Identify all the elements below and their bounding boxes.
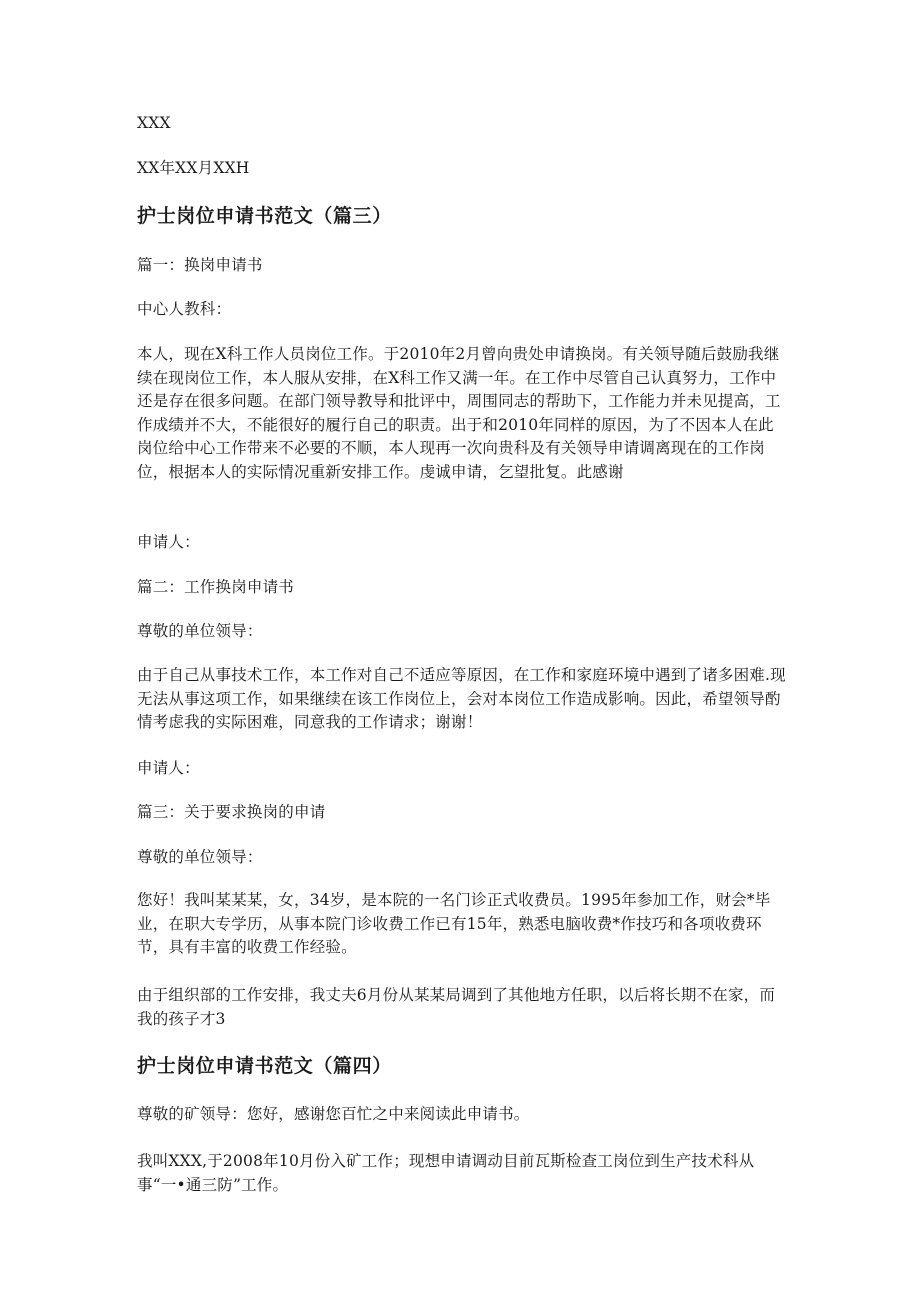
part2-heading: 篇二：工作换岗申请书 bbox=[137, 578, 295, 596]
part2-applicant: 申请人： bbox=[137, 759, 200, 777]
part1-body: 本人，现在X科工作人员岗位工作。于2010年2月曾向贵处申请换岗。有关领导随后鼓励我继续在现岗位工作，本人服从安排，在X科工作又满一年。在工作中尽管自己认真努力，工作中还是存在很多问题。在部门领导教导和批评中，周围同志的帮助下，工作能力并未见提高，工作成绩并不大，不能很好的履行自己的职责。出于和2010年同样的原因，为了不因本人在此岗位给中心工作带来不必要的不顺，本人现再一次向贵科及有关领导申请调离现在的工作岗位，根据本人的实际情况重新安排工作。虔诚申请，乞望批复。此感谢 bbox=[137, 345, 781, 481]
part1-applicant: 申请人： bbox=[137, 533, 200, 551]
part4-salutation: 尊敬的矿领导：您好，感谢您百忙之中来阅读此申请书。 bbox=[137, 1105, 530, 1123]
section3-title: 护士岗位申请书范文（篇三） bbox=[137, 205, 392, 227]
part2-salutation: 尊敬的单位领导： bbox=[137, 622, 263, 640]
part1-salutation: 中心人教科： bbox=[137, 300, 232, 318]
section4-title: 护士岗位申请书范文（篇四） bbox=[137, 1055, 392, 1077]
part2-body: 由于自己从事技术工作，本工作对自己不适应等原因，在工作和家庭环境中遇到了诸多困难.现无法从事这项工作，如果继续在该工作岗位上，会对本岗位工作造成影响。因此，希望领导酌情考虑我的实际困难，同意我的工作请求；谢谢！ bbox=[137, 666, 786, 731]
part3-body2: 由于组织部的工作安排，我丈夫6月份从某某局调到了其他地方任职，以后将长期不在家，而我的孩子才3 bbox=[137, 986, 776, 1028]
signature-date: XX年XX月XXH bbox=[137, 159, 250, 177]
part3-salutation: 尊敬的单位领导： bbox=[137, 848, 263, 866]
part1-heading: 篇一：换岗申请书 bbox=[137, 256, 263, 274]
signature-name: XXX bbox=[137, 114, 171, 132]
part3-body1: 您好！我叫某某某，女，34岁，是本院的一名门诊正式收费员。1995年参加工作，财会*毕业，在职大专学历，从事本院门诊收费工作已有15年，熟悉电脑收费*作技巧和各项收费环节，具有丰富的收费工作经验。 bbox=[137, 891, 771, 956]
part3-heading: 篇三：关于要求换岗的申请 bbox=[137, 803, 326, 821]
part4-body: 我叫XXX,于2008年10月份入矿工作；现想申请调动目前瓦斯检查工岗位到生产技术科从事“一•通三防”工作。 bbox=[137, 1152, 755, 1194]
